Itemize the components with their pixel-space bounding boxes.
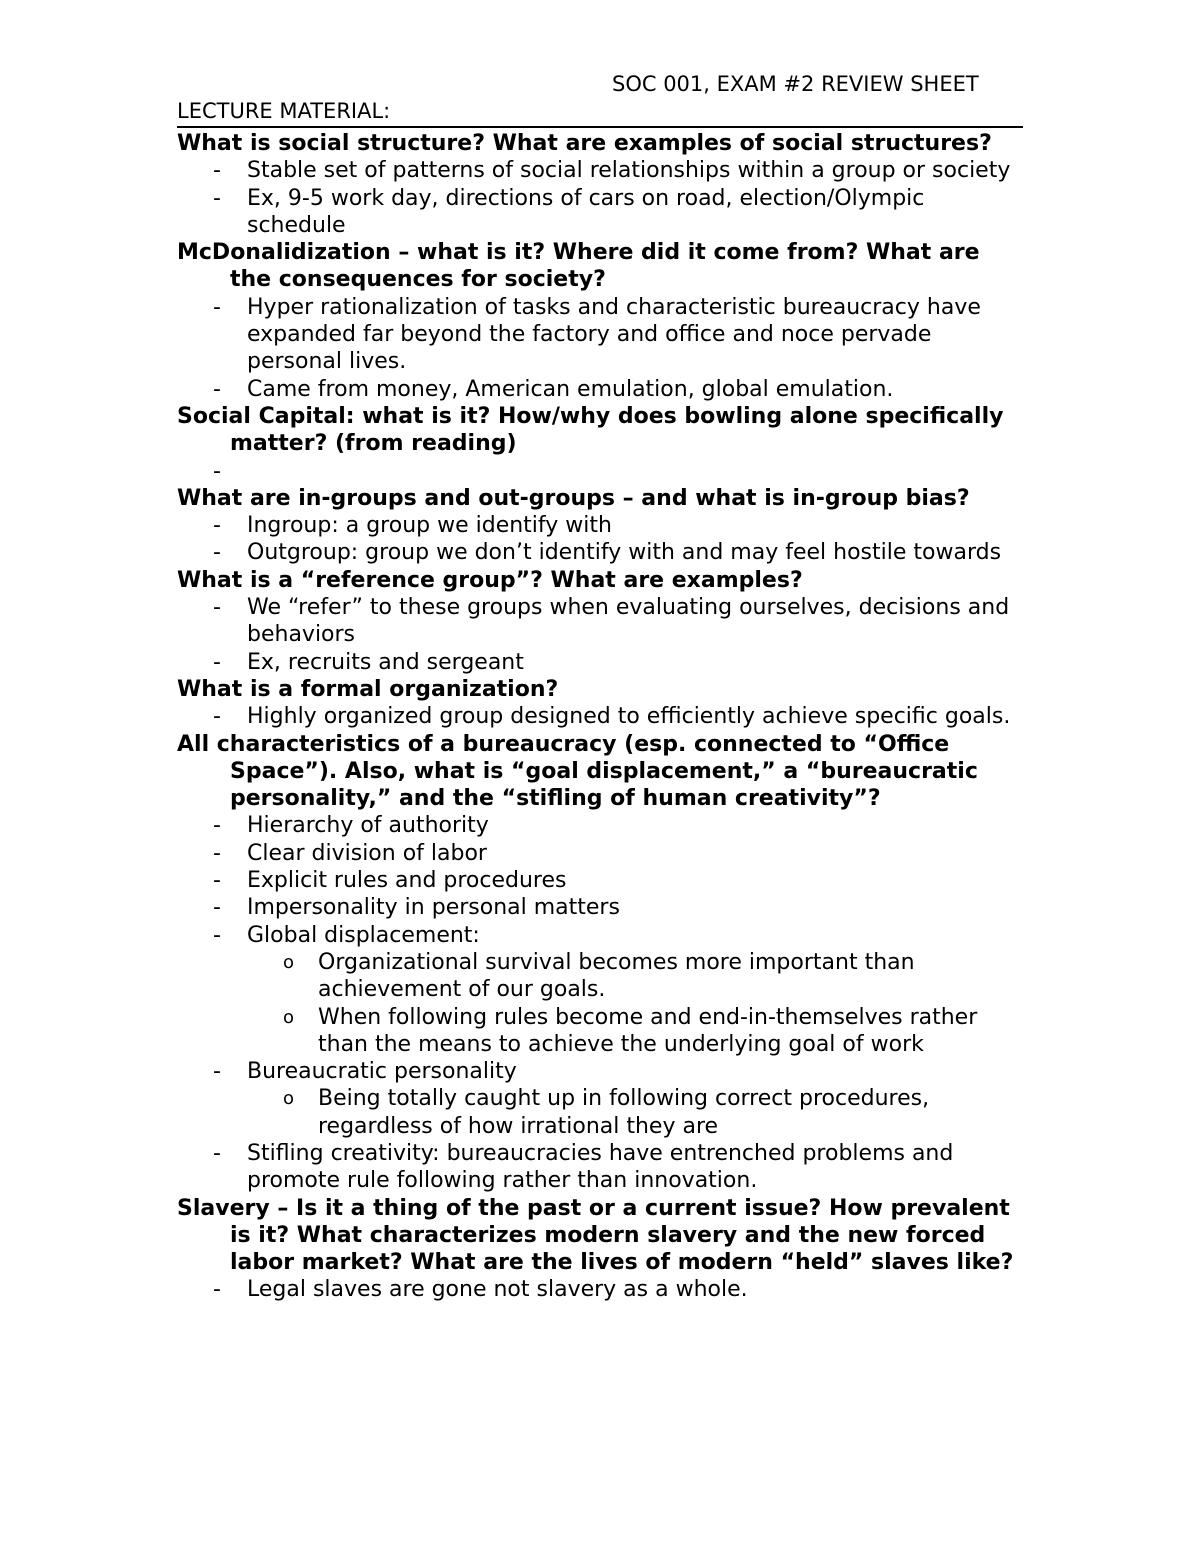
bullet-text: Ingroup: a group we identify with: [247, 513, 612, 539]
bullet-item: [177, 458, 1023, 485]
bullet-item: [177, 539, 1023, 566]
document-header: SOC 001, EXAM #2 REVIEW SHEET: [612, 72, 979, 96]
bullet-text: Explicit rules and procedures: [247, 868, 567, 894]
dash-bullet-marker: -: [213, 1140, 221, 1166]
dash-bullet-marker: -: [213, 185, 221, 211]
question-heading: What is a “reference group”? What are examples?: [177, 567, 803, 593]
question-block: [177, 731, 1023, 1195]
question-heading: Social Capital: what is it? How/why does bowling alone specifically matter? (from reading): [177, 403, 1004, 457]
dash-bullet-marker: -: [213, 868, 221, 894]
dash-bullet-marker: -: [213, 158, 221, 184]
bullet-item: [177, 376, 1023, 403]
bullet-item: [177, 1058, 1023, 1085]
bullet-text: Outgroup: group we don’t identify with and may feel hostile towards: [247, 540, 1002, 566]
bullet-item: [177, 512, 1023, 539]
bullet-item: [177, 649, 1023, 676]
bullet-item: [177, 840, 1023, 867]
circle-bullet-marker: o: [283, 951, 295, 973]
question-heading: What are in-groups and out-groups – and what is in-group bias?: [177, 485, 970, 511]
question-list: [177, 130, 1023, 1304]
dash-bullet-marker: -: [213, 840, 221, 866]
dash-bullet-marker: -: [213, 922, 221, 948]
question-block: [177, 130, 1023, 239]
bullet-text: Stable set of patterns of social relationships within a group or society: [247, 158, 1011, 184]
bullet-text: Clear division of labor: [247, 840, 487, 866]
bullet-text: Legal slaves are gone not slavery as a whole.: [247, 1277, 748, 1303]
dash-bullet-marker: -: [213, 513, 221, 539]
bullet-text: Organizational survival becomes more important than achievement of our goals.: [318, 949, 915, 1003]
dash-bullet-marker: -: [213, 1277, 221, 1303]
question-block: [177, 403, 1023, 485]
question-block: [177, 239, 1023, 403]
bullet-text: Highly organized group designed to efficiently achieve specific goals.: [247, 704, 1011, 730]
question-block: [177, 1195, 1023, 1304]
circle-bullet-marker: o: [283, 1006, 295, 1028]
dash-bullet-marker: -: [213, 595, 221, 621]
dash-bullet-marker: -: [213, 704, 221, 730]
section-label: LECTURE MATERIAL:: [177, 98, 1023, 128]
bullet-item: [177, 157, 1023, 184]
bullet-item: [177, 185, 1023, 240]
sub-bullet-item: [177, 949, 1023, 1004]
dash-bullet-marker: -: [213, 1059, 221, 1085]
dash-bullet-marker: -: [213, 376, 221, 402]
bullet-item: [177, 594, 1023, 649]
bullet-text: Ex, 9-5 work day, directions of cars on road, election/Olympic schedule: [247, 185, 925, 238]
bullet-item: [177, 1276, 1023, 1303]
dash-bullet-marker: -: [213, 458, 221, 484]
bullet-text: Bureaucratic personality: [247, 1059, 517, 1085]
bullet-item: [177, 894, 1023, 921]
bullet-text: Hyper rationalization of tasks and characteristic bureaucracy have expanded far beyond the factory and office and noce pervade personal lives.: [247, 294, 981, 375]
bullet-text: Impersonality in personal matters: [247, 895, 620, 921]
bullet-text: Stifling creativity: bureaucracies have entrenched problems and promote rule following rather than innovation.: [247, 1140, 954, 1194]
bullet-item: [177, 1140, 1023, 1195]
sub-bullet-item: [177, 1004, 1023, 1059]
question-heading: Slavery – Is it a thing of the past or a current issue? How prevalent is it? What characterizes modern slavery and the new forced labor market? What are the lives of modern “held” slaves like?: [177, 1195, 1014, 1276]
bullet-text: Hierarchy of authority: [247, 813, 489, 839]
dash-bullet-marker: -: [213, 540, 221, 566]
bullet-item: [177, 294, 1023, 376]
dash-bullet-marker: -: [213, 649, 221, 675]
document-body: [177, 98, 1023, 1304]
bullet-text: Ex, recruits and sergeant: [247, 649, 524, 675]
bullet-item: [177, 812, 1023, 839]
bullet-item: [177, 922, 1023, 949]
bullet-text: Being totally caught up in following correct procedures, regardless of how irrational they are: [318, 1086, 930, 1139]
dash-bullet-marker: -: [213, 895, 221, 921]
dash-bullet-marker: -: [213, 294, 221, 320]
bullet-item: [177, 703, 1023, 730]
question-heading: All characteristics of a bureaucracy (esp. connected to “Office Space”). Also, what is “goal displacement,” a “bureaucratic personality,” and the “stifling of human creativity”?: [177, 731, 978, 812]
bullet-item: [177, 867, 1023, 894]
question-block: [177, 676, 1023, 731]
bullet-text: Came from money, American emulation, global emulation.: [247, 376, 894, 402]
bullet-text: We “refer” to these groups when evaluating ourselves, decisions and behaviors: [247, 595, 1010, 648]
question-block: [177, 567, 1023, 676]
bullet-text: Global displacement:: [247, 922, 480, 948]
circle-bullet-marker: o: [283, 1088, 295, 1110]
question-block: [177, 485, 1023, 567]
sub-bullet-item: [177, 1085, 1023, 1140]
bullet-text: When following rules become and end-in-themselves rather than the means to achieve the underlying goal of work: [318, 1004, 978, 1057]
question-heading: McDonalidization – what is it? Where did it come from? What are the consequences for society?: [177, 240, 980, 293]
dash-bullet-marker: -: [213, 813, 221, 839]
question-heading: What is a formal organization?: [177, 676, 559, 702]
question-heading: What is social structure? What are examples of social structures?: [177, 131, 992, 156]
